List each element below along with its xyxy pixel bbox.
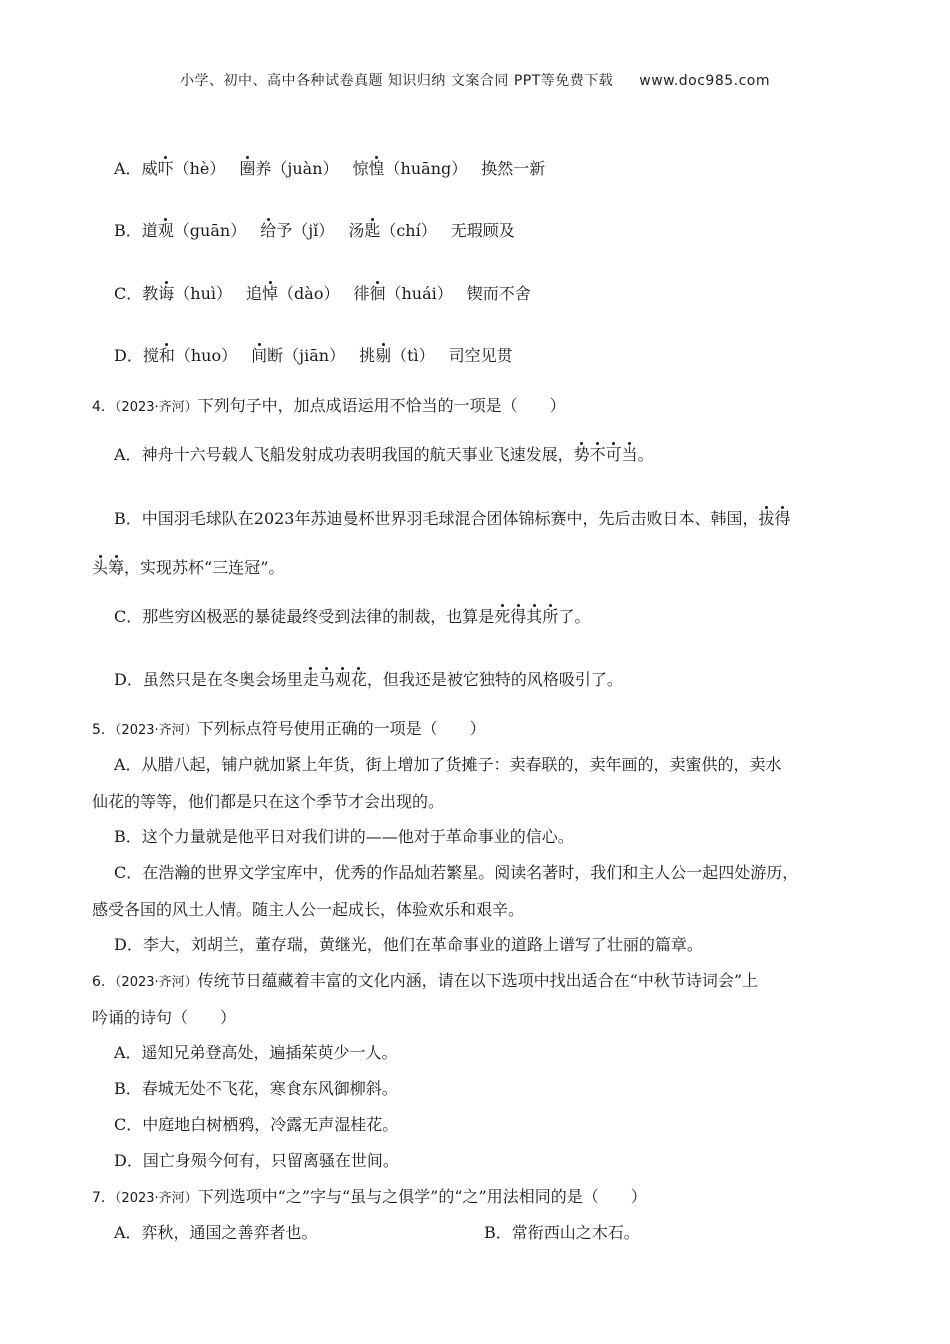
q4-option-d: D．虽然只是在冬奥会场里走马观花，但我还是被它独特的风格吸引了。: [114, 670, 623, 689]
page-header: [0, 70, 950, 90]
q5-option-b: B．这个力量就是他平日对我们讲的——他对于革命事业的信心。: [114, 827, 574, 846]
q5-stem: 5．（2023·齐河）下列标点符号使用正确的一项是（ ）: [92, 719, 486, 738]
q6-option-d: D．国亡身殒今何有，只留离骚在世间。: [114, 1151, 399, 1170]
q4-option-a: A．神舟十六号载人飞船发射成功表明我国的航天事业飞速发展，势不可当。: [114, 445, 654, 464]
q3-option-d: D．搅和（huo） 间断（jiān） 挑剔（tì） 司空见贯: [114, 346, 513, 365]
q3-option-c: C．教诲（huì） 追悼（dào） 徘徊（huái） 锲而不舍: [114, 284, 531, 303]
q5-option-a: A．从腊八起，铺户就加紧上年货，街上增加了货摊子：卖春联的，卖年画的，卖蜜供的，卖水: [114, 755, 782, 774]
q6-option-a: A．遥知兄弟登高处，遍插茱萸少一人。: [114, 1043, 398, 1062]
q4-stem: 4．（2023·齐河）下列句子中，加点成语运用不恰当的一项是（ ）: [92, 396, 566, 415]
q3-option-a: A．威吓（hè） 圈养（juàn） 惊惶（huāng） 换然一新: [114, 159, 546, 178]
q5-option-c-cont: 感受各国的风土人情。随主人公一起成长，体验欢乐和艰辛。: [92, 900, 525, 919]
q5-option-c: C．在浩瀚的世界文学宝库中，优秀的作品灿若繁星。阅读名著时，我们和主人公一起四处游历，: [114, 863, 799, 882]
q4-option-b: B．中国羽毛球队在2023年苏迪曼杯世界羽毛球混合团体锦标赛中，先后击败日本、韩国，拔得: [114, 509, 791, 528]
header-site: www.doc985.com: [639, 73, 771, 89]
q7-stem: 7．（2023·齐河）下列选项中“之”字与“虽与之俱学”的“之”用法相同的是（ ）: [92, 1187, 647, 1206]
q3-option-b: B．道观（guān） 给予（jǐ） 汤匙（chí） 无瑕顾及: [114, 221, 515, 240]
q4-option-b-cont: 头筹，实现苏杯“三连冠”。: [92, 558, 285, 577]
q6-stem-cont: 吟诵的诗句（ ）: [92, 1008, 237, 1027]
q5-option-d: D．李大，刘胡兰，董存瑞，黄继光，他们在革命事业的道路上谱写了壮丽的篇章。: [114, 935, 703, 954]
q6-option-b: B．春城无处不飞花，寒食东风御柳斜。: [114, 1079, 398, 1098]
q6-option-c: C．中庭地白树栖鸦，冷露无声湿桂花。: [114, 1115, 399, 1134]
header-text: 小学、初中、高中各种试卷真题 知识归纳 文案合同 PPT等免费下载: [179, 73, 614, 89]
q7-option-b: B．常衔西山之木石。: [484, 1223, 640, 1242]
q4-option-c: C．那些穷凶极恶的暴徒最终受到法律的制裁，也算是死得其所了。: [114, 607, 591, 626]
q5-option-a-cont: 仙花的等等，他们都是只在这个季节才会出现的。: [92, 792, 445, 811]
q6-stem: 6．（2023·齐河）传统节日蕴藏着丰富的文化内涵，请在以下选项中找出适合在“中秋节诗词会”上: [92, 971, 759, 990]
q7-option-a: A．弈秋，通国之善弈者也。: [114, 1223, 318, 1242]
